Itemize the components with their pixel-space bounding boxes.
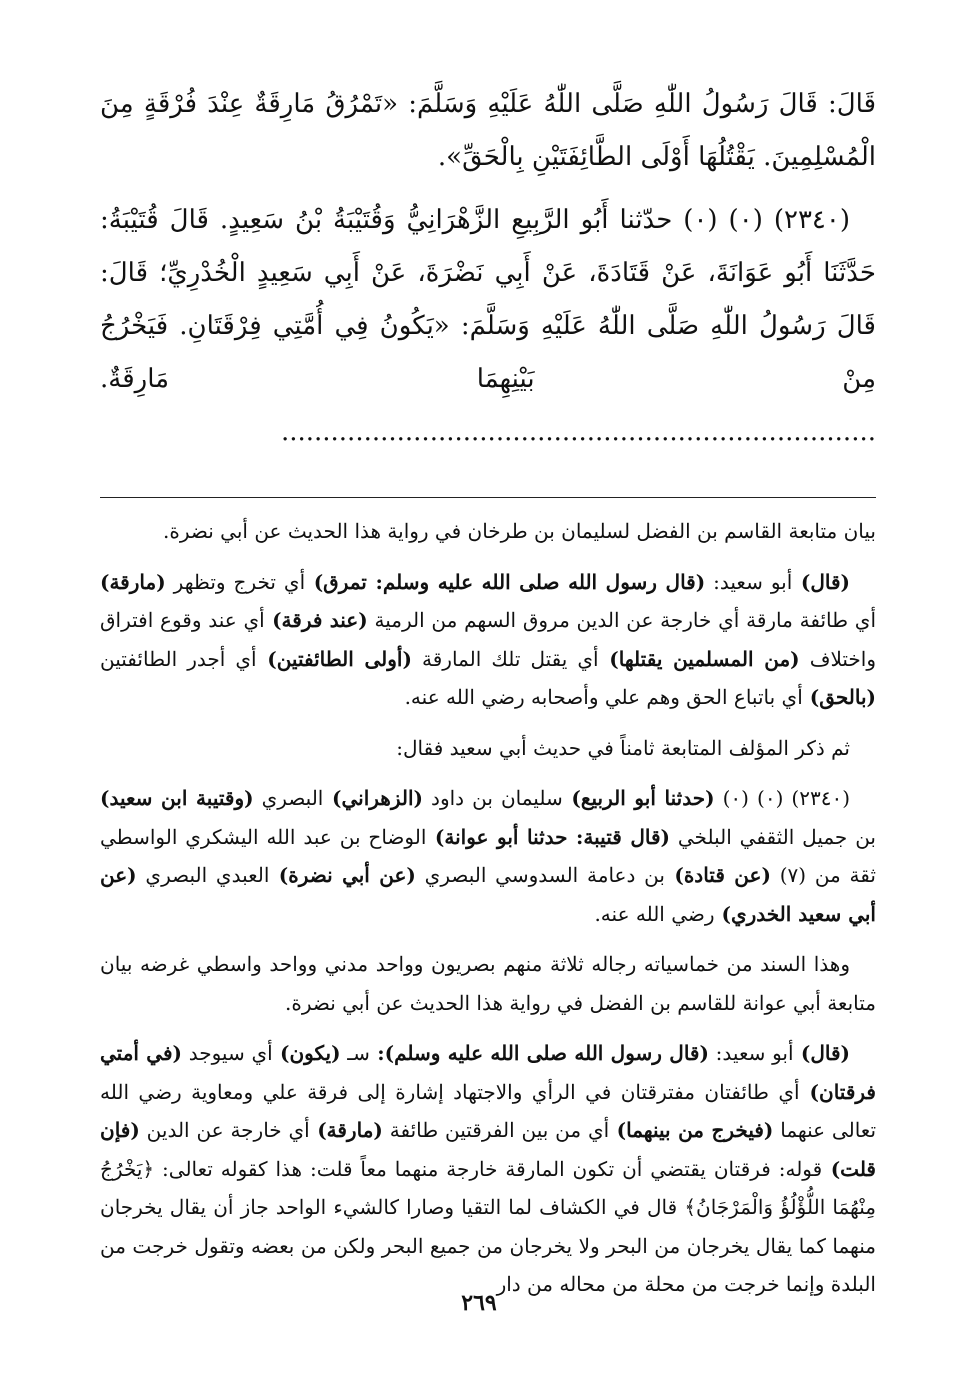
commentary-paragraph-6-text bbox=[100, 1041, 876, 1296]
ellipsis-dots: ........................................................................ bbox=[280, 417, 876, 447]
hadith-paragraph-2 bbox=[100, 194, 876, 459]
commentary-paragraph-1: بيان متابعة القاسم بن الفضل لسليمان بن طرخان في رواية هذا الحديث عن أبي نضرة. bbox=[163, 519, 876, 543]
bold-term: (عن أبي نضرة) bbox=[269, 863, 416, 887]
hadith-text bbox=[100, 78, 876, 459]
bold-term: (قال) bbox=[792, 569, 850, 594]
commentary bbox=[100, 512, 876, 1304]
text-segment: أبو سعيد: bbox=[705, 569, 793, 594]
bold-term: (بالحق) bbox=[802, 685, 876, 709]
bold-term: (قال رسول الله صلى الله عليه وسلم: تمرق) bbox=[305, 569, 706, 594]
text-segment: قوله: فرقتان يقتضي أن تكون المارقة خارجة منهما معاً قلت: هذا كقوله تعالى: ﴿يَخْرُجُ مِنْهُمَا اللُّؤْلُؤُ وَالْمَرْجَانُ﴾ قال في الكشاف لما التقيا وصارا كالشيء الواحد جاز أن يقال يخرجان منهما كما يقال يخرجان من البحر ولا يخرجان من جميع البحر ولكن من بعضه وتقول خرجت من البلدة وإنما خرجت من محلة من محاله من دار bbox=[100, 1156, 876, 1296]
commentary-paragraph-2 bbox=[100, 563, 876, 717]
bold-term: (أولى الطائفتين) bbox=[256, 646, 412, 671]
text-segment: رضي الله عنه. bbox=[594, 901, 715, 926]
text-segment: أي طائفة مارقة أي خارجة عن الدين مروق السهم من الرمية bbox=[367, 608, 877, 632]
commentary-paragraph-3-text: ثم ذكر المؤلف المتابعة ثامناً في حديث أبي سعيد فقال: bbox=[396, 735, 850, 760]
text-segment: سـ bbox=[340, 1041, 370, 1065]
commentary-paragraph-3 bbox=[100, 729, 876, 768]
commentary-paragraph-2-text bbox=[100, 570, 876, 710]
bold-term: (عند فرقة) bbox=[264, 608, 368, 632]
separator-line bbox=[100, 497, 876, 498]
bold-term: (الزهراني) bbox=[323, 786, 423, 810]
bold-term: (مارقة) bbox=[100, 569, 166, 594]
text-segment: الوضاح بن عبد الله اليشكري الواسطي ثقة من (٧) bbox=[100, 824, 876, 887]
bold-term: (قال) bbox=[793, 1041, 850, 1065]
bold-term: (عن أبي سعيد الخدري) bbox=[100, 863, 876, 926]
bold-term: (قال رسول الله صلى الله عليه وسلم): bbox=[369, 1041, 709, 1065]
commentary-paragraph-5-text: وهذا السند من خماسياته رجاله ثلاثة منهم بصريون وواحد مدني وواحد واسطي غرضه بيان متابعة أبي عوانة للقاسم بن الفضل في رواية هذا الحديث عن أبي نضرة. bbox=[100, 952, 876, 1015]
hadith-paragraph-2-text: (٢٣٤٠) (٠) (٠) حدّثنا أَبُو الرَّبِيعِ الزَّهْرَانِيُّ وَقُتَيْبَةُ بْنُ سَعِيدٍ. قَالَ قُتَيْبَةُ: حَدَّثَنَا أَبُو عَوَانَةَ، عَنْ قَتَادَةَ، عَنْ أَبِي نَضْرَةَ، عَنْ أَبِي سَعِيدٍ الْخُدْرِيِّ؛ قَالَ: قَالَ رَسُولُ اللّٰهِ صَلَّى اللّٰهُ عَلَيْهِ وَسَلَّمَ: «يَكُونُ فِي أُمَّتِي فِرْقَتَانِ. فَيَخْرُجُ مِنْ بَيْنِهِمَا مَارِقَةٌ. bbox=[100, 205, 876, 394]
bold-term: (في أمتي فرقتان) bbox=[100, 1041, 876, 1104]
commentary-paragraph-6 bbox=[100, 1034, 876, 1304]
commentary-paragraph-5 bbox=[100, 945, 876, 1022]
text-segment: أي أجدر الطائفتين bbox=[100, 646, 257, 671]
text-segment: أبو سعيد: bbox=[708, 1041, 794, 1065]
text-segment: سليمان بن داود bbox=[423, 786, 563, 810]
text-segment: البصري bbox=[253, 786, 324, 810]
bold-term: (فيخرج من بينهما) bbox=[609, 1118, 774, 1142]
text-segment: أي يقتل تلك المارقة bbox=[411, 646, 599, 671]
commentary-paragraph-4 bbox=[100, 779, 876, 933]
bold-term: (فإن قلت) bbox=[100, 1118, 876, 1181]
text-segment: أي خارجة عن الدين bbox=[139, 1118, 310, 1142]
bold-term: (يكون) bbox=[272, 1041, 341, 1065]
text-segment: العبدي البصري bbox=[136, 863, 270, 887]
text-segment: أي من بين الفرقتين طائفة bbox=[382, 1118, 610, 1142]
text-segment: (٢٣٤٠) (٠) (٠) bbox=[714, 786, 850, 810]
text-segment: أي عند وقوع افتراق واختلاف bbox=[100, 608, 877, 671]
bold-term: (عن قتادة) bbox=[664, 863, 771, 887]
bold-term: (قال قتيبة: حدثنا أبو عوانة) bbox=[426, 824, 670, 849]
hadith-paragraph-1: قَالَ: قَالَ رَسُولُ اللّٰهِ صَلَّى اللّٰهُ عَلَيْهِ وَسَلَّمَ: «تَمْرُقُ مَارِقَةٌ عِنْدَ فُرْقَةٍ مِنَ الْمُسْلِمِينَ. يَقْتُلُهَا أَوْلَى الطَّائِفَتَيْنِ بِالْحَقِّ». bbox=[100, 89, 876, 172]
page-number: ٢٦٩ bbox=[461, 1290, 497, 1316]
text-segment: أي سيوجد bbox=[182, 1041, 273, 1065]
text-segment: بن دعامة السدوسي البصري bbox=[415, 863, 665, 887]
commentary-paragraph-4-text bbox=[100, 786, 876, 926]
bold-term: (من المسلمين يقتلها) bbox=[598, 646, 800, 671]
text-segment: بن جميل الثقفي البلخي bbox=[669, 824, 876, 849]
bold-term: (وقتيبة ابن سعيد) bbox=[100, 786, 254, 810]
bold-term: (حدثنا أبو الربيع) bbox=[562, 786, 715, 810]
text-segment: أي تخرج وتظهر bbox=[165, 569, 306, 594]
text-segment: أي باتباع الحق وهم علي وأصحابه رضي الله عنه. bbox=[404, 685, 803, 709]
bold-term: (مارقة) bbox=[309, 1118, 383, 1142]
book-page bbox=[100, 78, 876, 1304]
text-segment: أي طائفتان مفترقتان في الرأي والاجتهاد إشارة إلى فرقة علي ومعاوية رضي الله تعالى عنهما bbox=[100, 1079, 877, 1142]
